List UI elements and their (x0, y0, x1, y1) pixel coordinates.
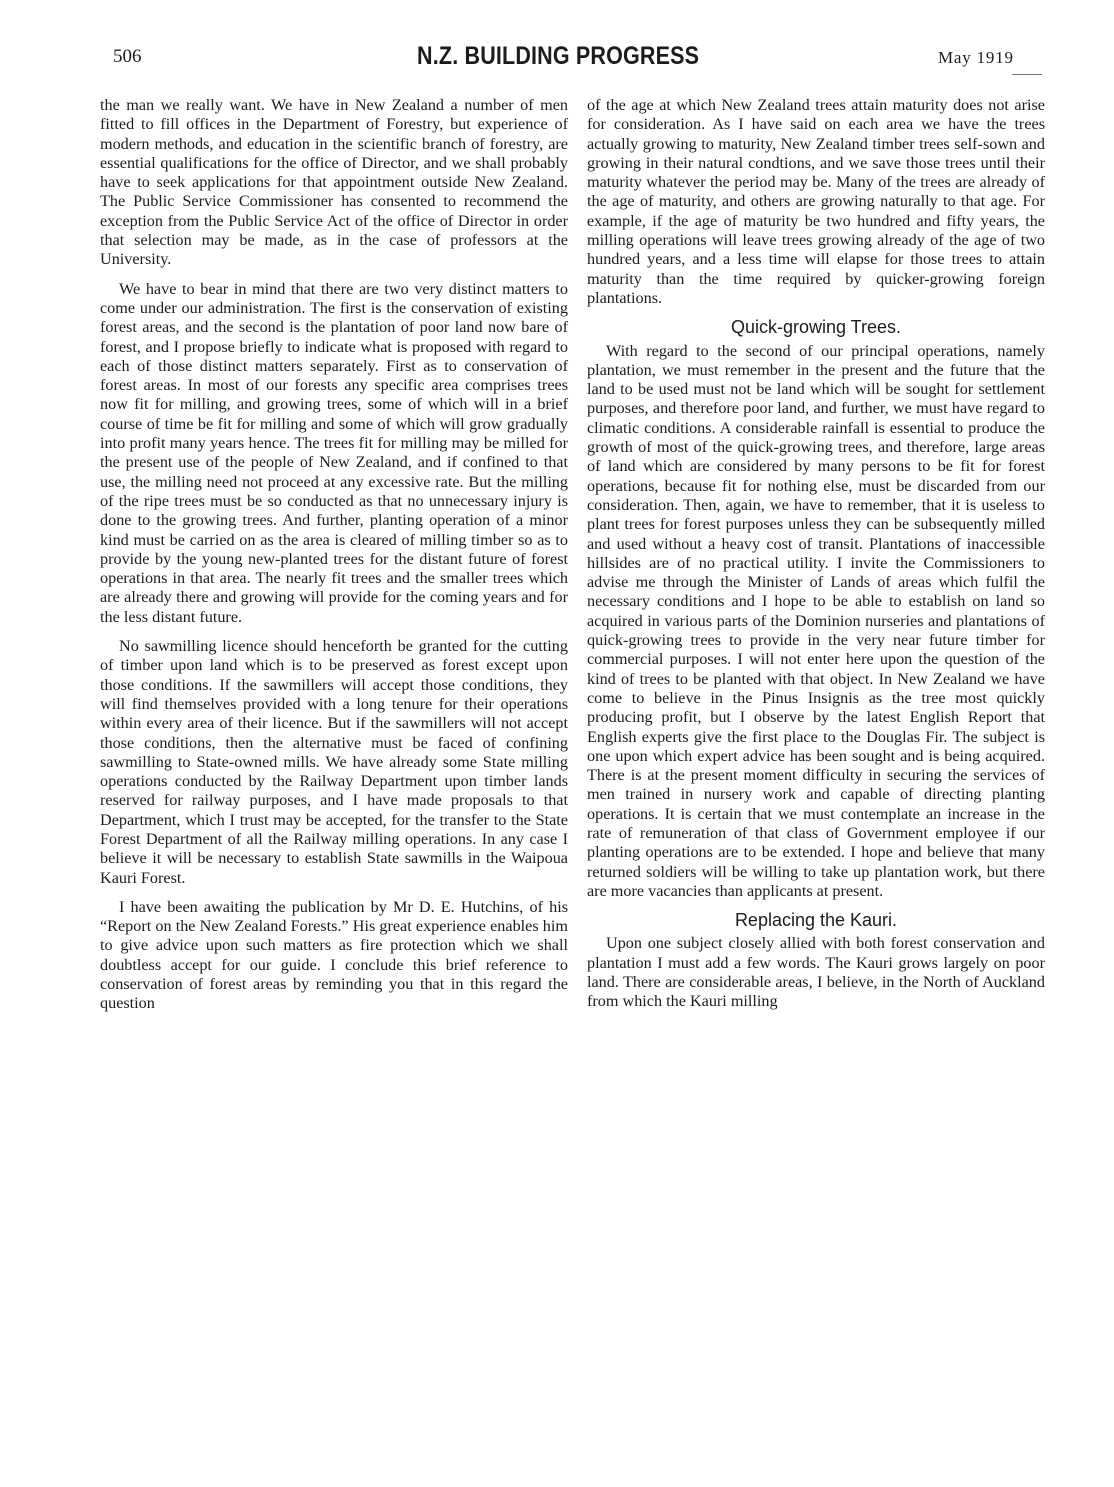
paragraph: Upon one subject closely allied with both forest conservation and plantation I must add a few words. The Kauri grows largely on poor land. There are considerable areas, I believe, in the North of Auckland from which the Kauri milling (587, 934, 1045, 1011)
section-heading: Replacing the Kauri. (734, 910, 898, 931)
header-rule (1012, 74, 1042, 75)
paragraph: We have to bear in mind that there are two very distinct matters to come under our administration. The first is the conservation of existing forest areas, and the second is the plantation of poor land now bare of forest, and I propose briefly to indicate what is proposed with regard to each of those distinct matters separately. First as to conservation of forest areas. In most of our forests any specific area comprises trees now fit for milling, and growing trees, some of which will in a brief course of time be fit for milling and some of which will grow gradually into profit many years hence. The trees fit for milling may be milled for the present use of the people of New Zealand, and if confined to that use, the milling need not proceed at any excessive rate. But the milling of the ripe trees must be so conducted as that no unnecessary injury is done to the growing trees. And further, planting operation of a minor kind must be carried on as the area is cleared of milling timber so as to provide by the young new-planted trees for the distant future of forest operations in that area. The nearly fit trees and the smaller trees which are already there and growing will provide for the coming years and for the less distant future. (100, 279, 568, 626)
page-number: 506 (113, 46, 142, 67)
paragraph: With regard to the second of our principal operations, namely plantation, we must remember in the present and the future that the land to be used must not be land which will be sought for settlement purposes, and therefore poor land, and further, we must have regard to climatic conditions. A considerable rainfall is essential to produce the growth of most of the quick-growing trees, and therefore, large areas of land which are considered by many persons to be fit for forest operations, because fit for nothing else, must be discarded from our consideration. Then, again, we have to remember, that it is useless to plant trees for forest purposes unless they can be subsequently milled and used without a heavy cost of transit. Plantations of inaccessible hillsides are of no practical utility. I invite the Commissioners to advise me through the Minister of Lands of areas which fulfil the necessary conditions and I hope to be able to establish on land so acquired in various parts of the Dominion nurseries and plantations of quick-growing trees to provide in the very near future timber for commercial purposes. I will not enter here upon the question of the kind of trees to be planted with that object. In New Zealand we have come to believe in the Pinus Insignis as the tree most quickly producing profit, but I observe by the latest English Report that English experts give the first place to the Douglas Fir. The subject is one upon which expert advice has been sought and is being acquired. There is at the present moment difficulty in securing the services of men trained in nursery work and capable of directing planting operations. It is certain that we must contemplate an increase in the rate of remuneration of that class of Government employee if our planting operations are to be extended. I hope and believe that many returned soldiers will be willing to take up plantation work, but there are more vacancies than applicants at present. (587, 341, 1045, 900)
left-column (100, 96, 568, 1024)
paragraph: of the age at which New Zealand trees attain maturity does not arise for consideration. As I have said on each area we have the trees actually growing to maturity, New Zealand timber trees self-sown and growing in their natural condtions, and we save those trees until their maturity whatever the period may be. Many of the trees are already of the age of maturity, and others are growing naturally to that age. For example, if the age of maturity be two hundred and fifty years, the milling operations will leave trees growing already of the age of two hundred years, and a less time will elapse for those trees to attain maturity than the time required by quicker-growing foreign plantations. (587, 96, 1045, 307)
page-header (0, 0, 1114, 90)
right-column (587, 96, 1045, 1022)
section-heading: Quick-growing Trees. (730, 317, 902, 338)
paragraph: No sawmilling licence should henceforth be granted for the cutting of timber upon land which is to be preserved as forest except upon those conditions. If the sawmillers will accept those conditions, they will find themselves provided with a long tenure for their operations within every area of their licence. But if the sawmillers will not accept those conditions, then the alternative must be faced of confining sawmilling to State-owned mills. We have already some State milling operations conducted by the Railway Department upon timber lands reserved for railway purposes, and I have made proposals to that Department, which I trust may be accepted, for the transfer to the State Forest Department of all the Railway milling operations. In any case I believe it will be necessary to establish State sawmills in the Waipoua Kauri Forest. (100, 637, 568, 887)
paragraph: I have been awaiting the publication by Mr D. E. Hutchins, of his “Report on the New Zealand Forests.” His great experience enables him to give advice upon such matters as fire protection which we shall doubtless accept for our guide. I conclude this brief reference to conservation of forest areas by reminding you that in this regard the question (100, 897, 568, 1013)
paragraph: the man we really want. We have in New Zealand a number of men fitted to fill offices in the Department of Forestry, but experience of modern methods, and education in the scientific branch of forestry, are essential qualifications for the office of Director, and we shall probably have to seek applications for that appointment outside New Zealand. The Public Service Commissioner has consented to recommend the exception from the Public Service Act of the office of Director in order that selection may be made, as in the case of professors at the University. (100, 96, 568, 269)
journal-title: N.Z. BUILDING PROGRESS (417, 42, 700, 70)
issue-date: May 1919 (938, 48, 1014, 67)
